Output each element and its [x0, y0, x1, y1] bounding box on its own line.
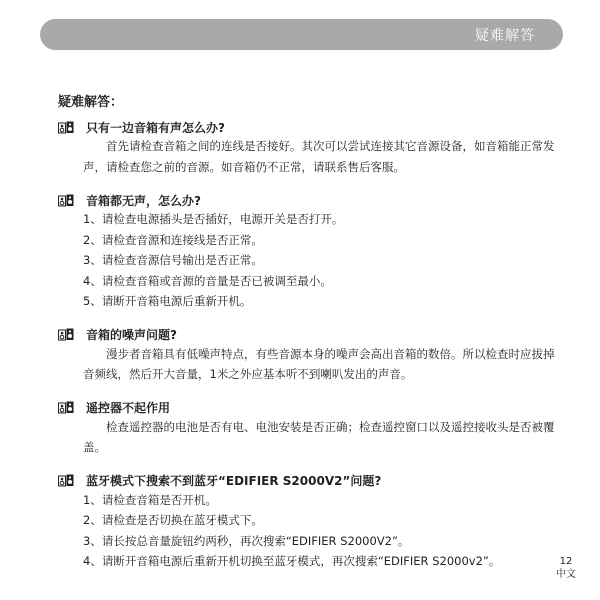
question-text: 音箱的噪声问题? [86, 328, 177, 342]
page-number: 12 [559, 556, 573, 567]
question-text: 遥控器不起作用 [86, 401, 171, 415]
step-item: 2、请检查是否切换在蓝牙模式下。 [83, 513, 263, 527]
step-item: 2、请检查音源和连接线是否正常。 [83, 232, 263, 247]
qa-item-no-sound [58, 191, 558, 312]
qa-item-noise [58, 326, 558, 385]
header-bar [40, 19, 563, 50]
step-item: 5、请断开音箱电源后重新开机。 [83, 294, 252, 308]
qa-item-remote [58, 399, 558, 458]
step-item: 3、请检查音源信号输出是否正常。 [83, 253, 263, 267]
speaker-icon [58, 328, 74, 341]
answer-text: 首先请检查音箱之间的连线是否接好。其次可以尝试连接其它音源设备，如音箱能正常发声，请检查您之前的音源。如音箱仍不正常，请联系售后客服。 [83, 139, 555, 174]
step-item: 1、请检查音箱是否开机。 [83, 492, 217, 507]
steps-list [83, 209, 558, 312]
answer-text: 检查遥控器的电池是否有电、电池安装是否正确；检查遥控窗口以及遥控接收头是否被覆盖。 [83, 419, 555, 454]
header-title: 疑难解答 [475, 28, 535, 44]
section-heading: 疑难解答： [58, 95, 124, 110]
question-text: 蓝牙模式下搜索不到蓝牙“EDIFIER S2000V2”问题? [86, 474, 382, 488]
step-item: 3、请长按总音量旋钮约两秒，再次搜索“EDIFIER S2000V2”。 [83, 533, 410, 548]
qa-item-bluetooth [58, 472, 558, 572]
page-footer [556, 555, 576, 581]
step-item: 4、请检查音箱或音源的音量是否已被调至最小。 [83, 273, 332, 288]
qa-item-one-side [58, 118, 558, 177]
step-item: 1、请检查电源插头是否插好，电源开关是否打开。 [83, 212, 344, 226]
speaker-icon [58, 401, 74, 414]
speaker-icon [58, 194, 74, 207]
speaker-icon [58, 474, 74, 487]
step-item: 4、请断开音箱电源后重新开机切换至蓝牙模式，再次搜索“EDIFIER S2000v2”。 [83, 554, 501, 568]
question-text: 音箱都无声，怎么办? [86, 193, 201, 208]
language-label: 中文 [556, 569, 576, 580]
content [58, 91, 558, 586]
answer-text: 漫步者音箱具有低噪声特点，有些音源本身的噪声会高出音箱的数倍。所以检查时应拔掉音频线，然后开大音量，1米之外应基本听不到喇叭发出的声音。 [83, 346, 555, 381]
speaker-icon [58, 121, 74, 134]
question-text: 只有一边音箱有声怎么办? [86, 120, 225, 135]
steps-list [83, 490, 558, 572]
